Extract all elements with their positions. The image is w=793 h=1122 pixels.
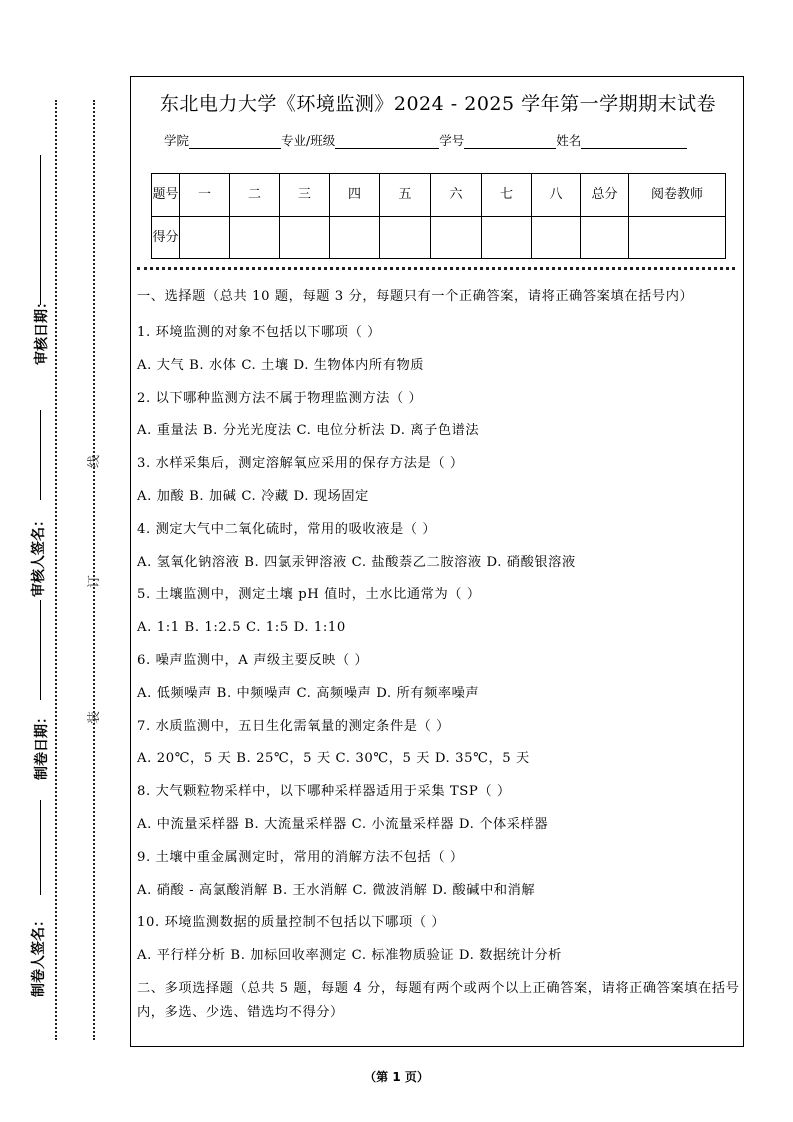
col-header: 一 <box>180 174 230 217</box>
score-cell[interactable] <box>431 216 482 259</box>
audit-date-label: 审核日期： <box>34 295 50 365</box>
col-header: 三 <box>280 174 330 217</box>
binding-dotted-line-right <box>93 100 95 1040</box>
student-id-blank[interactable] <box>464 134 556 149</box>
signature-line-auditor <box>40 410 41 500</box>
col-header: 八 <box>532 174 581 217</box>
question-8: 8. 大气颗粒物采样中，以下哪种采样器适用于采集 TSP（ ） <box>137 784 511 800</box>
preparer-signature-label: 制卷人签名： <box>31 913 47 997</box>
question-5: 5. 土壤监测中，测定土壤 pH 值时，土水比通常为（ ） <box>137 587 481 603</box>
question-3: 3. 水样采集后，测定溶解氧应采用的保存方法是（ ） <box>137 456 464 472</box>
student-info-row <box>164 131 687 149</box>
score-cell-grader[interactable] <box>629 216 726 259</box>
question-3-options: A. 加酸 B. 加碱 C. 冷藏 D. 现场固定 <box>137 488 369 504</box>
score-table-score-row <box>152 216 726 259</box>
section-divider-dotted <box>137 267 735 270</box>
field-label-college: 学院 <box>164 133 190 148</box>
question-7-options: A. 20℃，5 天 B. 25℃，5 天 C. 30℃，5 天 D. 35℃，5 天 <box>137 751 530 767</box>
binding-dotted-line-left <box>55 100 57 1040</box>
field-label-name: 姓名 <box>556 133 582 148</box>
field-label-major-class: 专业/班级 <box>281 133 336 148</box>
score-cell[interactable] <box>330 216 380 259</box>
score-cell[interactable] <box>180 216 230 259</box>
score-cell[interactable] <box>280 216 330 259</box>
score-cell[interactable] <box>482 216 532 259</box>
question-7: 7. 水质监测中，五日生化需氧量的测定条件是（ ） <box>137 718 450 734</box>
college-blank[interactable] <box>189 134 281 149</box>
question-2-options: A. 重量法 B. 分光光度法 C. 电位分析法 D. 离子色谱法 <box>137 423 480 439</box>
exam-paper-panel <box>130 76 744 1047</box>
question-5-options: A. 1:1 B. 1:2.5 C. 1:5 D. 1:10 <box>137 620 346 636</box>
question-4-options: A. 氢氧化钠溶液 B. 四氯汞钾溶液 C. 盐酸萘乙二胺溶液 D. 硝酸银溶液 <box>137 554 576 570</box>
question-9-options: A. 硝酸 - 高氯酸消解 B. 王水消解 C. 微波消解 D. 酸碱中和消解 <box>137 882 536 898</box>
col-header: 五 <box>380 174 431 217</box>
question-6-options: A. 低频噪声 B. 中频噪声 C. 高频噪声 D. 所有频率噪声 <box>137 685 480 701</box>
col-header: 二 <box>230 174 280 217</box>
binding-mark-bind: 装 <box>87 710 103 725</box>
col-header: 四 <box>330 174 380 217</box>
field-label-student-id: 学号 <box>439 133 465 148</box>
score-cell-total[interactable] <box>581 216 629 259</box>
binding-mark-staple: 订 <box>87 574 103 589</box>
score-cell[interactable] <box>230 216 280 259</box>
signature-line-preparer <box>40 800 41 895</box>
auditor-signature-label: 审核人签名： <box>31 513 47 597</box>
section1-heading: 一、选择题（总共 10 题，每题 3 分，每题只有一个正确答案，请将正确答案填在括号内） <box>137 289 694 304</box>
col-header-total: 总分 <box>581 174 629 217</box>
binding-mark-line: 线 <box>87 454 103 469</box>
question-8-options: A. 中流量采样器 B. 大流量采样器 C. 小流量采样器 D. 个体采样器 <box>137 816 549 832</box>
name-blank[interactable] <box>581 134 687 149</box>
signature-line-prep-date <box>40 600 41 700</box>
signature-line-audit-date <box>40 155 41 305</box>
question-1: 1. 环境监测的对象不包括以下哪项（ ） <box>137 325 381 340</box>
question-10-options: A. 平行样分析 B. 加标回收率测定 C. 标准物质验证 D. 数据统计分析 <box>137 948 562 964</box>
question-10: 10. 环境监测数据的质量控制不包括以下哪项（ ） <box>137 915 446 931</box>
row-label-question-number: 题号 <box>152 174 180 217</box>
section2-heading: 二、多项选择题（总共 5 题，每题 4 分，每题有两个或两个以上正确答案，请将正确答案填在括号内，多选、少选、错选均不得分） <box>137 980 740 1020</box>
score-cell[interactable] <box>532 216 581 259</box>
question-4: 4. 测定大气中二氧化硫时，常用的吸收液是（ ） <box>137 521 437 537</box>
question-6: 6. 噪声监测中，A 声级主要反映（ ） <box>137 652 369 668</box>
exam-title: 东北电力大学《环境监测》2024 - 2025 学年第一学期期末试卷 <box>159 93 717 115</box>
row-label-score: 得分 <box>152 216 180 259</box>
question-content <box>137 285 741 1025</box>
page-number: （第 1 页） <box>364 1070 429 1084</box>
col-header: 六 <box>431 174 482 217</box>
question-2: 2. 以下哪种监测方法不属于物理监测方法（ ） <box>137 390 423 406</box>
col-header-grader: 阅卷教师 <box>629 174 726 217</box>
question-1-options: A. 大气 B. 水体 C. 土壤 D. 生物体内所有物质 <box>137 357 425 373</box>
question-9: 9. 土壤中重金属测定时，常用的消解方法不包括（ ） <box>137 849 464 865</box>
score-table <box>151 173 726 259</box>
col-header: 七 <box>482 174 532 217</box>
score-cell[interactable] <box>380 216 431 259</box>
score-table-header-row <box>152 174 726 217</box>
prep-date-label: 制卷日期： <box>34 710 50 780</box>
major-class-blank[interactable] <box>335 134 439 149</box>
